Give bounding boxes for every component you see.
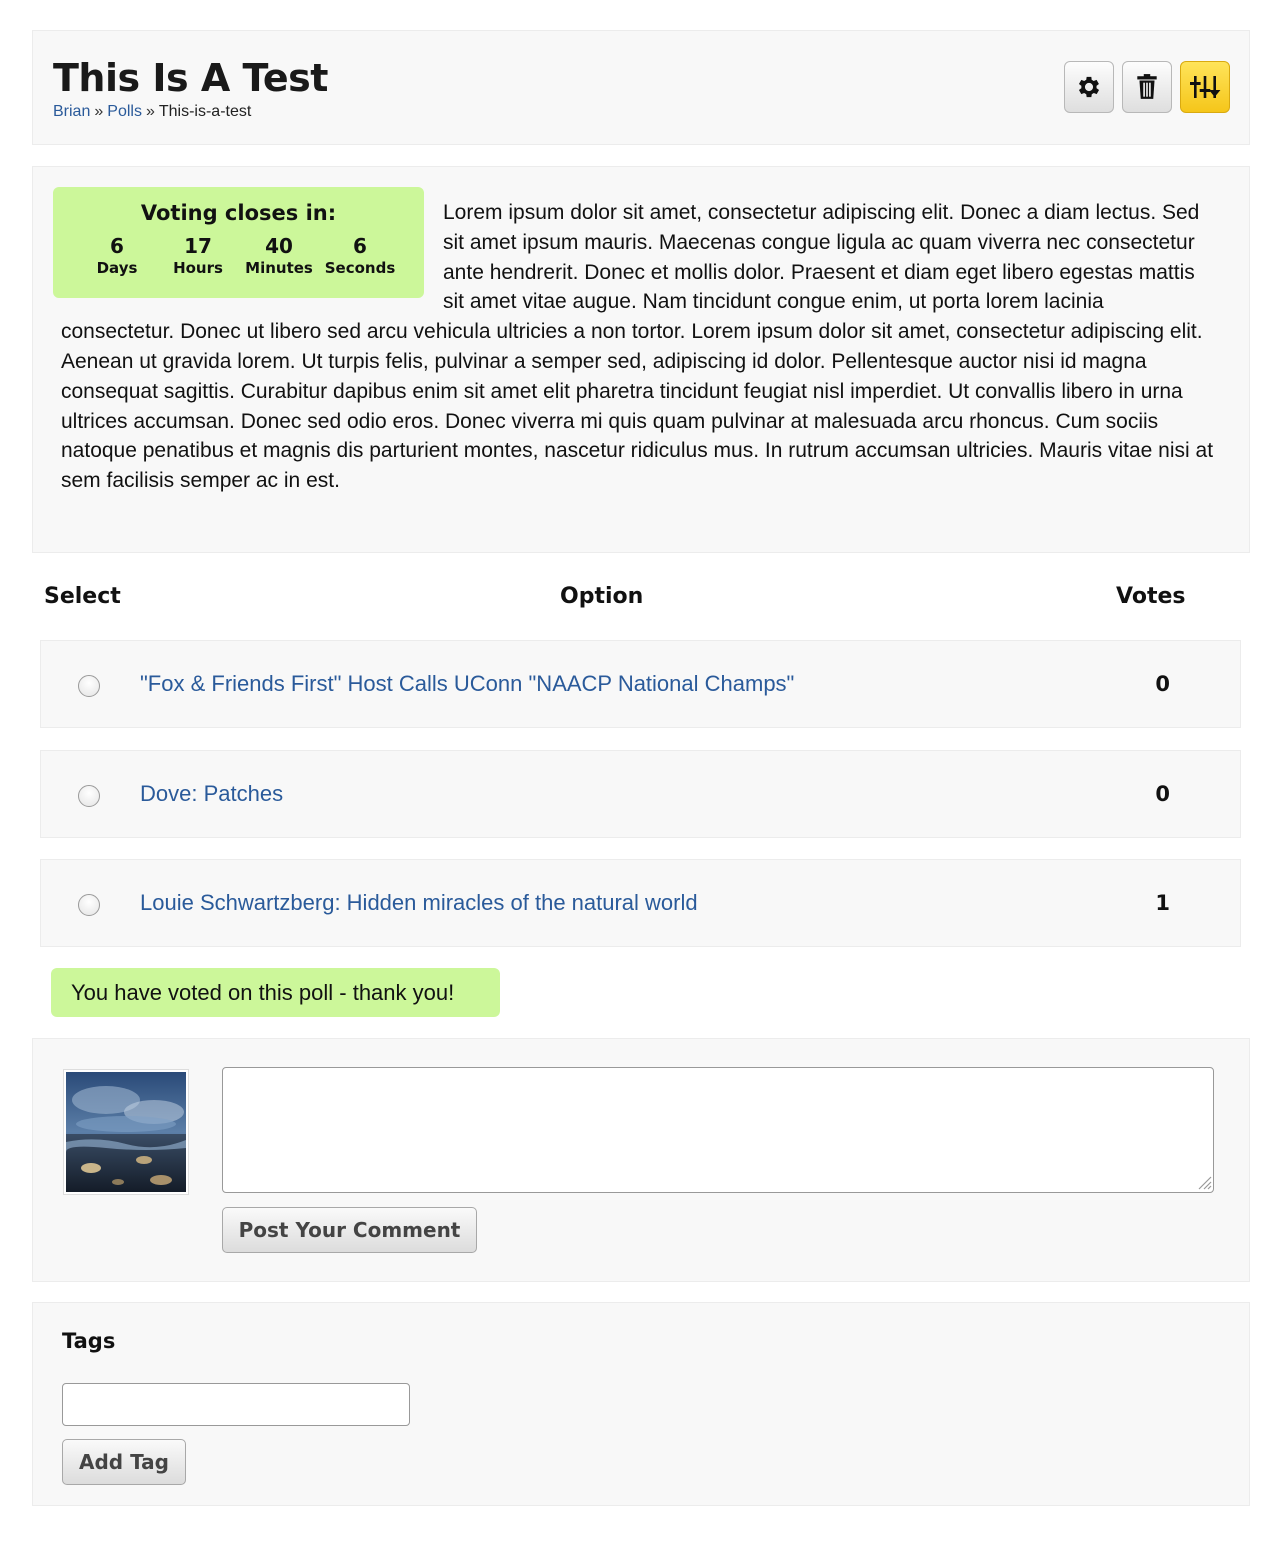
countdown-title: Voting closes in: <box>140 201 337 225</box>
trash-icon <box>1134 73 1160 101</box>
poll-option-row <box>40 640 1241 728</box>
option-link[interactable]: "Fox & Friends First" Host Calls UConn "NAACP National Champs" <box>140 671 795 696</box>
column-header-votes: Votes <box>1116 584 1186 609</box>
page-title: This Is A Test <box>53 56 328 100</box>
voted-confirmation: You have voted on this poll - thank you! <box>51 968 500 1017</box>
countdown-minutes <box>239 235 320 279</box>
breadcrumb-separator: » <box>94 103 104 120</box>
option-link[interactable]: Louie Schwartzberg: Hidden miracles of the natural world <box>140 890 698 915</box>
option-link[interactable]: Dove: Patches <box>140 781 284 806</box>
sliders-icon <box>1189 74 1221 100</box>
countdown-seconds <box>320 235 401 279</box>
poll-description-panel <box>32 166 1250 553</box>
poll-option-row <box>40 750 1241 838</box>
settings-button[interactable] <box>1064 61 1114 113</box>
page-header <box>32 30 1250 145</box>
resize-handle-icon[interactable] <box>1193 1171 1213 1191</box>
poll-description-text: Lorem ipsum dolor sit amet, consectetur adipiscing elit. Donec a diam lectus. Sed sit amet ipsum mauris. Maecenas congue ligula ac quam viverra nec consectetur ante hendrerit. Donec et mollis dolor. Praesent et diam eget libero egestas mattis sit amet vitae augue. Nam tincidunt congue enim, ut porta lorem lacinia consectetur. Donec ut libero sed arcu vehicula ultricies a non tortor. Lorem ipsum dolor sit amet, consectetur adipiscing elit. Aenean ut gravida lorem. Ut turpis felis, pulvinar a semper sed, adipiscing id dolor. Pellentesque auctor nisi id magna consequat sagittis. Curabitur dapibus enim sit amet elit pharetra tincidunt feugiat nisl imperdiet. Ut convallis libero in urna ultrices accumsan. Donec sed odio eros. Donec viverra mi quis quam pulvinar at malesuada arcu rhoncus. Cum sociis natoque penatibus et magnis dis parturient montes, nascetur ridiculus mus. In rutrum accumsan ultricies. Mauris vitae nisi at sem facilisis semper ac in est. <box>61 201 1214 493</box>
countdown-days-value: 6 <box>110 234 124 258</box>
breadcrumb-link-polls[interactable]: Polls <box>107 103 142 120</box>
breadcrumb-separator: » <box>145 103 155 120</box>
column-header-option: Option <box>560 584 644 609</box>
avatar <box>64 1070 188 1194</box>
option-radio[interactable] <box>78 894 100 916</box>
manage-button[interactable] <box>1180 61 1230 113</box>
delete-button[interactable] <box>1122 61 1172 113</box>
tag-input[interactable] <box>62 1383 410 1426</box>
toolbar <box>1064 61 1230 113</box>
add-tag-button[interactable]: Add Tag <box>62 1439 186 1485</box>
tags-panel <box>32 1302 1250 1506</box>
countdown-minutes-value: 40 <box>265 234 293 258</box>
column-header-select: Select <box>44 584 121 609</box>
option-radio[interactable] <box>78 785 100 807</box>
poll-option-row <box>40 859 1241 947</box>
countdown-hours <box>158 235 239 279</box>
countdown-hours-value: 17 <box>184 234 212 258</box>
option-vote-count: 0 <box>1155 672 1170 696</box>
breadcrumb-link-user[interactable]: Brian <box>53 103 91 120</box>
countdown-hours-label: Hours <box>173 259 223 277</box>
post-comment-button[interactable]: Post Your Comment <box>222 1207 477 1253</box>
avatar-image <box>66 1072 186 1192</box>
voting-countdown <box>53 187 424 298</box>
comment-input[interactable] <box>222 1067 1214 1193</box>
countdown-seconds-label: Seconds <box>324 259 396 277</box>
breadcrumb-current: This-is-a-test <box>158 103 252 120</box>
countdown-seconds-value: 6 <box>353 234 367 258</box>
option-radio[interactable] <box>78 675 100 697</box>
countdown-days-label: Days <box>96 259 138 277</box>
breadcrumb <box>53 103 251 121</box>
countdown-days <box>77 235 158 279</box>
tags-heading: Tags <box>62 1329 116 1353</box>
comment-panel <box>32 1038 1250 1282</box>
countdown-minutes-label: Minutes <box>245 259 313 277</box>
option-vote-count: 1 <box>1155 891 1170 915</box>
option-vote-count: 0 <box>1155 782 1170 806</box>
gear-icon <box>1075 73 1103 101</box>
